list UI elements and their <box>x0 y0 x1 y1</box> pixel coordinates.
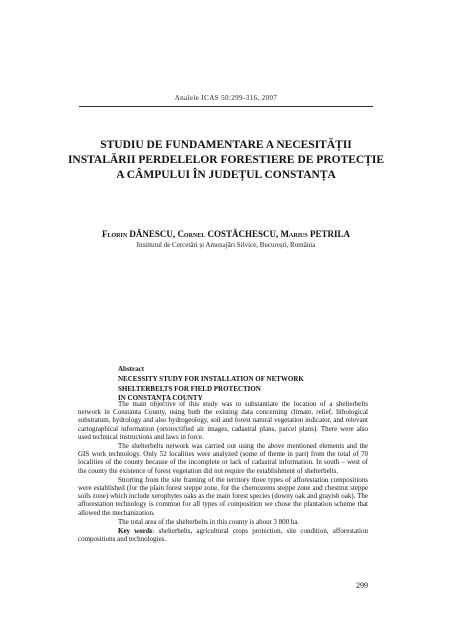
keywords-label: Key words <box>118 527 153 536</box>
author-2-first: Cornel <box>177 229 206 239</box>
abstract-heading: Abstract <box>118 365 145 373</box>
abstract-title-line-1: NECESSITY STUDY FOR INSTALLATION OF NETWORK <box>118 375 304 383</box>
abstract-title-line-3: IN CONSTANȚA COUNTY <box>118 394 203 402</box>
author-1-first: Florin <box>102 229 128 239</box>
author-list <box>60 229 392 239</box>
keywords-text: : shelterbelts, agricultural crops protection, site condition, afforestation compositions and technologies. <box>78 527 368 544</box>
author-1-last: DĂNESCU, <box>129 229 176 239</box>
paper-title <box>60 138 392 183</box>
abstract-paragraph-4: The total area of the shelterbelts in this county is about 3 800 ha. <box>118 517 300 526</box>
keywords <box>78 527 368 543</box>
abstract-body <box>78 400 368 544</box>
affiliation: Institutul de Cercetări și Amenajări Silvice, București, România <box>136 241 316 249</box>
title-line-2: INSTALĂRII PERDELELOR FORESTIERE DE PROTECȚIE <box>67 154 385 166</box>
abstract-paragraph-3: Strorting from the site framing of the territory three types of afforestation compositions were established (for the plain forest steppe zone, for the chernozems steppe zone and chestnut steppe soils zone) which include xerophytes oaks as the main forest species (downy oak and grayish oak). The afforestation technology is common for all types of composition we chose the plantation scheme that allowed the mechanization. <box>78 475 368 517</box>
title-line-1: STUDIU DE FUNDAMENTARE A NECESITĂȚII <box>100 139 352 151</box>
abstract-paragraph-2: The shelterbelts network was carried out using the above mentioned elements and the GIS work technology. Only 52 localities were analyzed (some of theme in part) from the total of 70 localities of the county because of the incomplete or lack of cadastral information. In south – west of the county the existence of forest vegetation did not require the establishment of shelterbelts. <box>78 442 368 475</box>
running-head: Analele ICAS 50:299-316, 2007 <box>79 94 373 107</box>
author-2-last: COSTĂCHESCU, <box>207 229 279 239</box>
abstract-paragraph-1: The main objective of this study was to substantiate the location of a shelterbelts network in Constanta County, using both the existing data concerning climate, relief, lithological substratum, hydrology and also hydrogeology, soil and forest natural vegetation indicator, and relevant cartographical information (ortorectified air images, cadastral plans, parcel plans). There were also used technical instructions and laws in force. <box>78 400 368 441</box>
abstract-title-line-2: SHELTERBELTS FOR FIELD PROTECTION <box>118 384 261 393</box>
author-3-last: PETRILA <box>309 229 350 239</box>
author-3-first: Marius <box>280 229 308 239</box>
title-line-3: A CÂMPULUI ÎN JUDEȚUL CONSTANȚA <box>116 169 336 181</box>
page-number: 299 <box>356 581 368 590</box>
